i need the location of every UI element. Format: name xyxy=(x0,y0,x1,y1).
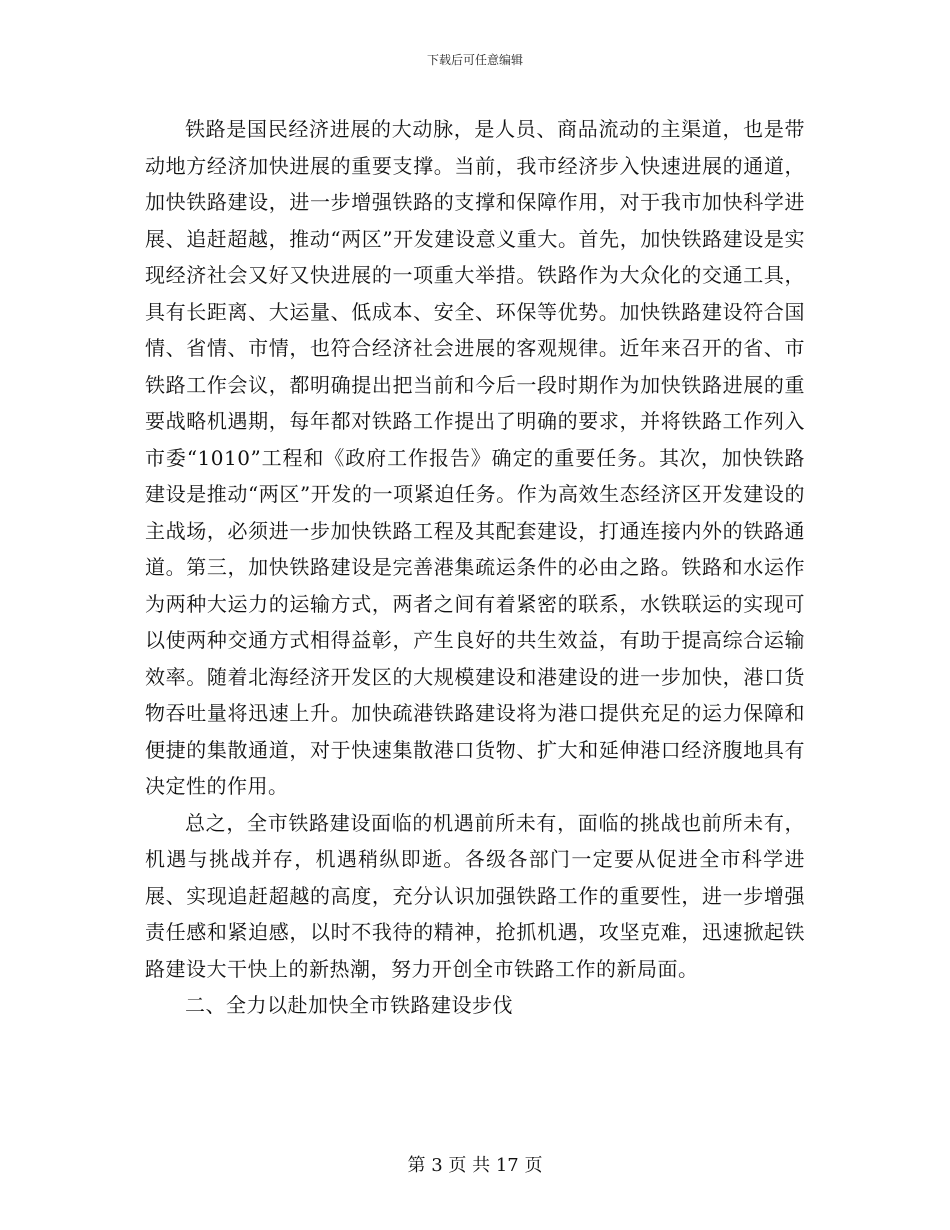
paragraph-summary: 总之，全市铁路建设面临的机遇前所未有，面临的挑战也前所未有，机遇与挑战并存，机遇稍纵即逝。各级各部门一定要从促进全市科学进展、实现追赶超越的高度，充分认识加强铁路工作的重要性，进一步增强责任感和紧迫感，以时不我待的精神，抢抓机遇，攻坚克难，迅速掀起铁路建设大干快上的新热潮，努力开创全市铁路工作的新局面。 xyxy=(145,810,805,981)
page-header: 下载后可任意编辑 xyxy=(426,53,523,67)
paragraph-railway-importance: 铁路是国民经济进展的大动脉，是人员、商品流动的主渠道，也是带动地方经济加快进展的重要支撑。当前，我市经济步入快速进展的通道，加快铁路建设，进一步增强铁路的支撑和保障作用，对于我市加快科学进展、追赶超越，推动“两区”开发建设意义重大。首先，加快铁路建设是实现经济社会又好又快进展的一项重大举措。铁路作为大众化的交通工具，具有长距离、大运量、低成本、安全、环保等优势。加快铁路建设符合国情、省情、市情，也符合经济社会进展的客观规律。近年来召开的省、市铁路工作会议，都明确提出把当前和今后一段时期作为加快铁路进展的重要战略机遇期，每年都对铁路工作提出了明确的要求，并将铁路工作列入市委“1010”工程和《政府工作报告》确定的重要任务。其次，加快铁路建设是推动“两区”开发的一项紧迫任务。作为高效生态经济区开发建设的主战场，必须进一步加快铁路工程及其配套建设，打通连接内外的铁路通道。第三，加快铁路建设是完善港集疏运条件的必由之路。铁路和水运作为两种大运力的运输方式，两者之间有着紧密的联系，水铁联运的实现可以使两种交通方式相得益彰，产生良好的共生效益，有助于提高综合运输效率。随着北海经济开发区的大规模建设和港建设的进一步加快，港口货物吞吐量将迅速上升。加快疏港铁路建设将为港口提供充足的运力保障和便捷的集散通道，对于快速集散港口货物、扩大和延伸港口经济腹地具有决定性的作用。 xyxy=(145,117,805,798)
page-number: 第 3 页 共 17 页 xyxy=(407,1155,543,1176)
section-heading: 二、全力以赴加快全市铁路建设步伐 xyxy=(185,993,513,1017)
document-body xyxy=(145,111,805,1024)
